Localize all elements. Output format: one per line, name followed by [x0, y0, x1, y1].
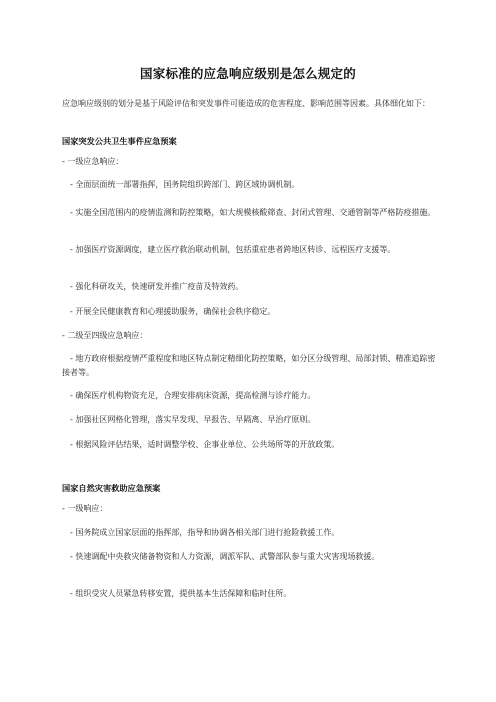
list-item: - 组织受灾人员紧急转移安置，提供基本生活保障和临时住所。 [70, 589, 292, 598]
section-heading: 国家自然灾害救助应急预案 [62, 483, 161, 493]
intro-paragraph: 应急响应级别的划分是基于风险评估和突发事件可能造成的危害程度、影响范围等因素。具体细化如下： [62, 99, 430, 108]
list-item: - 一级响应： [62, 504, 108, 513]
list-item: - 实施全国范围内的疫情监测和防控策略，如大规模核酸筛查、封闭式管理、交通管制等严格防疫措施。 [70, 208, 436, 217]
list-item: - 一级应急响应： [62, 157, 124, 166]
list-item: - 二级至四级应急响应： [62, 331, 148, 340]
list-item: - 地方政府根据疫情严重程度和地区特点制定精细化防控策略，如分区分级管理、局部封锁、精准追踪密接者等。 [62, 354, 436, 377]
list-item: - 强化科研攻关，快速研发并推广疫苗及特效药。 [70, 282, 244, 291]
list-item: - 开展全民健康教育和心理援助服务，确保社会秩序稳定。 [70, 307, 276, 316]
list-item: - 加强社区网格化管理，落实早发现、早报告、早隔离、早治疗原则。 [70, 415, 316, 424]
section-heading: 国家突发公共卫生事件应急预案 [62, 136, 177, 146]
list-item: - 确保医疗机构物资充足，合理安排病床资源，提高检测与诊疗能力。 [70, 391, 316, 400]
list-item: - 加强医疗资源调度，建立医疗救治联动机制，包括重症患者跨地区转诊、远程医疗支援等。 [70, 245, 396, 254]
list-item: - 根据风险评估结果，适时调整学校、企事业单位、公共场所等的开放政策。 [70, 440, 340, 449]
list-item: - 快速调配中央救灾储备物资和人力资源，调派军队、武警部队参与重大灾害现场救援。 [70, 552, 380, 561]
list-item: - 全面层面统一部署指挥，国务院组织跨部门、跨区域协调机制。 [70, 180, 300, 189]
document-title: 国家标准的应急响应级别是怎么规定的 [140, 66, 356, 81]
list-item: - 国务院成立国家层面的指挥部，指导和协调各相关部门进行抢险救援工作。 [70, 528, 340, 537]
